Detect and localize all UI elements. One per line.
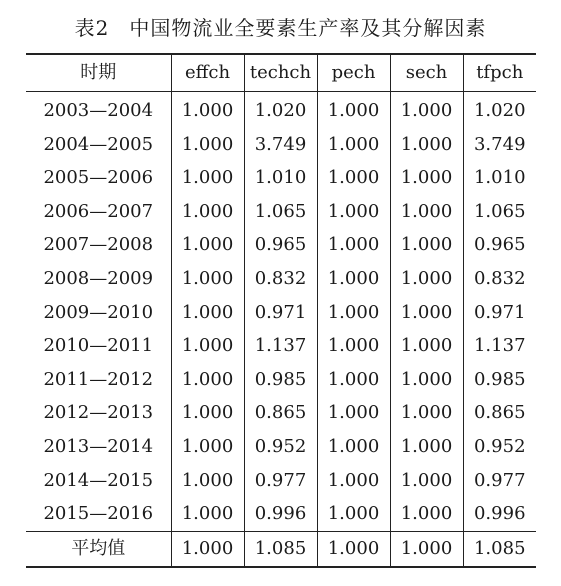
cell-effch: 1.000 bbox=[171, 92, 244, 128]
cell-sech: 1.000 bbox=[390, 262, 463, 296]
header-row bbox=[26, 54, 536, 92]
cell-pech: 1.000 bbox=[317, 296, 390, 330]
cell-tfpch: 1.010 bbox=[463, 161, 536, 195]
cell-average-effch: 1.000 bbox=[171, 531, 244, 567]
cell-period: 2015—2016 bbox=[43, 503, 154, 525]
cell-period: 2005—2006 bbox=[43, 167, 154, 189]
cell-effch: 1.000 bbox=[171, 497, 244, 531]
cell-period: 2004—2005 bbox=[43, 133, 154, 155]
header-pech: pech bbox=[317, 54, 390, 92]
cell-techch: 1.010 bbox=[244, 161, 317, 195]
cell-effch: 1.000 bbox=[171, 329, 244, 363]
cell-period: 2008—2009 bbox=[43, 267, 154, 289]
cell-pech: 1.000 bbox=[317, 396, 390, 430]
cell-sech: 1.000 bbox=[390, 363, 463, 397]
table-row bbox=[26, 396, 536, 430]
cell-sech: 1.000 bbox=[390, 464, 463, 498]
cell-pech: 1.000 bbox=[317, 497, 390, 531]
cell-effch: 1.000 bbox=[171, 262, 244, 296]
cell-sech: 1.000 bbox=[390, 228, 463, 262]
cell-sech: 1.000 bbox=[390, 430, 463, 464]
cell-sech: 1.000 bbox=[390, 329, 463, 363]
cell-techch: 0.971 bbox=[244, 296, 317, 330]
cell-sech: 1.000 bbox=[390, 296, 463, 330]
cell-period: 2003—2004 bbox=[43, 100, 154, 121]
cell-average-label: 平均值 bbox=[71, 537, 126, 559]
cell-sech: 1.000 bbox=[390, 92, 463, 128]
cell-tfpch: 0.971 bbox=[463, 296, 536, 330]
cell-effch: 1.000 bbox=[171, 464, 244, 498]
cell-techch: 0.865 bbox=[244, 396, 317, 430]
table-row bbox=[26, 296, 536, 330]
cell-period: 2011—2012 bbox=[43, 368, 154, 390]
header-sech: sech bbox=[390, 54, 463, 92]
cell-effch: 1.000 bbox=[171, 195, 244, 229]
cell-period: 2014—2015 bbox=[43, 469, 154, 491]
cell-tfpch: 1.020 bbox=[463, 92, 536, 128]
cell-techch: 1.065 bbox=[244, 195, 317, 229]
table-row bbox=[26, 92, 536, 128]
cell-period: 2012—2013 bbox=[43, 402, 154, 424]
cell-techch: 0.996 bbox=[244, 497, 317, 531]
average-row bbox=[26, 531, 536, 567]
cell-pech: 1.000 bbox=[317, 195, 390, 229]
table-number: 表2 bbox=[74, 16, 110, 40]
cell-sech: 1.000 bbox=[390, 396, 463, 430]
cell-effch: 1.000 bbox=[171, 396, 244, 430]
cell-pech: 1.000 bbox=[317, 161, 390, 195]
header-techch: techch bbox=[244, 54, 317, 92]
cell-period: 2007—2008 bbox=[43, 234, 154, 256]
cell-tfpch: 0.952 bbox=[463, 430, 536, 464]
cell-effch: 1.000 bbox=[171, 430, 244, 464]
cell-tfpch: 0.996 bbox=[463, 497, 536, 531]
table-row bbox=[26, 161, 536, 195]
cell-pech: 1.000 bbox=[317, 262, 390, 296]
cell-average-sech: 1.000 bbox=[390, 531, 463, 567]
cell-techch: 0.832 bbox=[244, 262, 317, 296]
header-tfpch: tfpch bbox=[463, 54, 536, 92]
table-row bbox=[26, 128, 536, 162]
cell-pech: 1.000 bbox=[317, 363, 390, 397]
cell-period: 2009—2010 bbox=[43, 301, 154, 323]
table-row bbox=[26, 329, 536, 363]
cell-tfpch: 0.985 bbox=[463, 363, 536, 397]
cell-tfpch: 1.137 bbox=[463, 329, 536, 363]
cell-effch: 1.000 bbox=[171, 228, 244, 262]
cell-techch: 0.965 bbox=[244, 228, 317, 262]
cell-pech: 1.000 bbox=[317, 128, 390, 162]
cell-period: 2013—2014 bbox=[43, 435, 154, 457]
cell-techch: 3.749 bbox=[244, 128, 317, 162]
cell-pech: 1.000 bbox=[317, 430, 390, 464]
cell-pech: 1.000 bbox=[317, 464, 390, 498]
cell-pech: 1.000 bbox=[317, 92, 390, 128]
cell-average-tfpch: 1.085 bbox=[463, 531, 536, 567]
table-caption bbox=[0, 12, 561, 41]
cell-effch: 1.000 bbox=[171, 363, 244, 397]
cell-average-techch: 1.085 bbox=[244, 531, 317, 567]
cell-tfpch: 3.749 bbox=[463, 128, 536, 162]
cell-sech: 1.000 bbox=[390, 497, 463, 531]
header-period: 时期 bbox=[80, 62, 117, 83]
table-row bbox=[26, 228, 536, 262]
cell-tfpch: 0.977 bbox=[463, 464, 536, 498]
cell-techch: 0.985 bbox=[244, 363, 317, 397]
cell-techch: 1.137 bbox=[244, 329, 317, 363]
cell-effch: 1.000 bbox=[171, 296, 244, 330]
cell-average-pech: 1.000 bbox=[317, 531, 390, 567]
cell-tfpch: 0.965 bbox=[463, 228, 536, 262]
table-row bbox=[26, 464, 536, 498]
cell-pech: 1.000 bbox=[317, 228, 390, 262]
cell-tfpch: 1.065 bbox=[463, 195, 536, 229]
cell-tfpch: 0.832 bbox=[463, 262, 536, 296]
cell-effch: 1.000 bbox=[171, 128, 244, 162]
table-row bbox=[26, 363, 536, 397]
table-row bbox=[26, 430, 536, 464]
tfp-decomposition-table bbox=[26, 53, 536, 568]
table-row bbox=[26, 497, 536, 531]
cell-period: 2010—2011 bbox=[43, 335, 154, 357]
table-row bbox=[26, 262, 536, 296]
table-row bbox=[26, 195, 536, 229]
cell-techch: 0.952 bbox=[244, 430, 317, 464]
cell-sech: 1.000 bbox=[390, 195, 463, 229]
header-effch: effch bbox=[171, 54, 244, 92]
cell-sech: 1.000 bbox=[390, 161, 463, 195]
cell-effch: 1.000 bbox=[171, 161, 244, 195]
cell-period: 2006—2007 bbox=[43, 200, 154, 222]
table-title: 中国物流业全要素生产率及其分解因素 bbox=[129, 16, 487, 40]
cell-tfpch: 0.865 bbox=[463, 396, 536, 430]
cell-pech: 1.000 bbox=[317, 329, 390, 363]
cell-techch: 0.977 bbox=[244, 464, 317, 498]
cell-sech: 1.000 bbox=[390, 128, 463, 162]
cell-techch: 1.020 bbox=[244, 92, 317, 128]
tfp-table-container bbox=[26, 53, 536, 568]
